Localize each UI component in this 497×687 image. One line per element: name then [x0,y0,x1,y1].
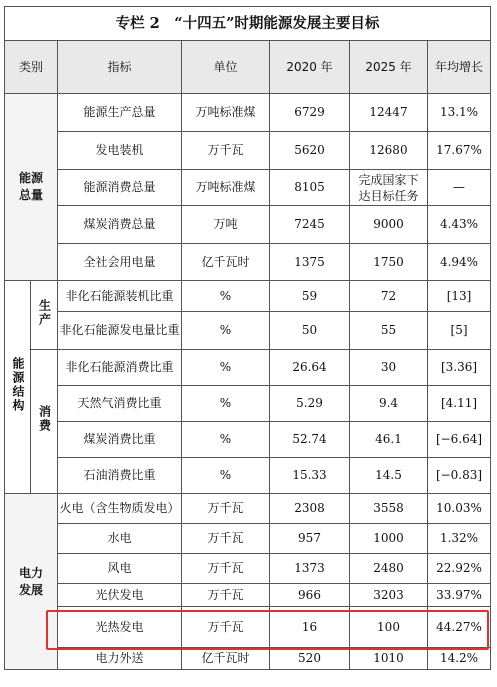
unit-cell: 万千瓦 [182,494,270,524]
growth-cell: [−0.83] [428,458,491,494]
value-2020-cell: 15.33 [270,458,350,494]
table-row [5,206,491,244]
value-2025-cell: 3203 [350,584,428,607]
subcategory-production: 生产 [31,281,58,350]
table-row [5,458,491,494]
growth-cell: 4.94% [428,244,491,281]
header-2025: 2025 年 [350,41,428,94]
value-2020-cell: 6729 [270,94,350,132]
table-row [5,494,491,524]
growth-cell: [5] [428,312,491,350]
value-2020-cell: 7245 [270,206,350,244]
value-2025-cell: 3558 [350,494,428,524]
table-row [5,648,491,670]
unit-cell: 万千瓦 [182,584,270,607]
indicator-cell: 能源消费总量 [58,170,182,206]
value-2020-cell: 520 [270,648,350,670]
growth-cell: [13] [428,281,491,312]
value-2025-cell: 2480 [350,554,428,584]
value-2025-cell: 1010 [350,648,428,670]
unit-cell: 万吨标准煤 [182,170,270,206]
growth-cell: [−6.64] [428,422,491,458]
category-energy-total: 能源总量 [5,94,58,281]
growth-cell: 1.32% [428,524,491,554]
value-2025-text: 完成国家下达目标任务 [358,172,419,203]
unit-cell: % [182,281,270,312]
header-indicator: 指标 [58,41,182,94]
growth-cell: 13.1% [428,94,491,132]
table-row [5,94,491,132]
indicator-cell: 能源生产总量 [58,94,182,132]
value-2025-cell: 9.4 [350,386,428,422]
document-page [4,6,490,681]
growth-cell: 22.92% [428,554,491,584]
value-2025-cell: 9000 [350,206,428,244]
growth-cell: 17.67% [428,132,491,170]
value-2025-cell: 14.5 [350,458,428,494]
unit-cell: 亿千瓦时 [182,244,270,281]
indicator-cell: 水电 [58,524,182,554]
value-2020-cell: 957 [270,524,350,554]
value-2020-cell: 52.74 [270,422,350,458]
indicator-cell: 天然气消费比重 [58,386,182,422]
indicator-cell: 发电装机 [58,132,182,170]
indicator-cell: 全社会用电量 [58,244,182,281]
value-2020-cell: 50 [270,312,350,350]
category-energy-structure: 能源结构 [5,281,31,494]
table-row [5,132,491,170]
table-row-highlighted [5,607,491,648]
value-2025-cell: 12680 [350,132,428,170]
growth-cell: — [428,170,491,206]
indicator-cell: 煤炭消费比重 [58,422,182,458]
unit-cell: 万千瓦 [182,132,270,170]
value-2025-cell [350,170,428,206]
energy-targets-table [4,6,491,670]
unit-cell: % [182,458,270,494]
value-2020-cell: 26.64 [270,350,350,386]
table-row [5,170,491,206]
header-2020: 2020 年 [270,41,350,94]
growth-cell: 10.03% [428,494,491,524]
growth-cell: [3.36] [428,350,491,386]
indicator-cell: 非化石能源装机比重 [58,281,182,312]
unit-cell: 亿千瓦时 [182,648,270,670]
table-row [5,244,491,281]
indicator-cell: 非化石能源发电量比重 [58,312,182,350]
indicator-cell: 光伏发电 [58,584,182,607]
value-2020-cell: 966 [270,584,350,607]
value-2020-cell: 1375 [270,244,350,281]
value-2025-cell: 100 [350,607,428,648]
indicator-cell: 风电 [58,554,182,584]
header-growth: 年均增长 [428,41,491,94]
unit-cell: % [182,312,270,350]
table-row [5,422,491,458]
table-row [5,312,491,350]
value-2020-cell: 2308 [270,494,350,524]
value-2025-cell: 46.1 [350,422,428,458]
indicator-cell: 火电（含生物质发电） [58,494,182,524]
table-row [5,281,491,312]
value-2020-cell: 5.29 [270,386,350,422]
growth-cell: 44.27% [428,607,491,648]
value-2020-cell: 16 [270,607,350,648]
header-category: 类别 [5,41,58,94]
value-2025-cell: 12447 [350,94,428,132]
indicator-cell: 石油消费比重 [58,458,182,494]
table-row [5,554,491,584]
indicator-cell: 煤炭消费总量 [58,206,182,244]
growth-cell: 14.2% [428,648,491,670]
value-2020-cell: 1373 [270,554,350,584]
table-row [5,524,491,554]
value-2025-cell: 30 [350,350,428,386]
header-row [5,41,491,94]
growth-cell: 33.97% [428,584,491,607]
table-row [5,386,491,422]
value-2025-cell: 1750 [350,244,428,281]
growth-cell: 4.43% [428,206,491,244]
indicator-cell: 光热发电 [58,607,182,648]
indicator-cell: 非化石能源消费比重 [58,350,182,386]
unit-cell: 万吨 [182,206,270,244]
unit-cell: % [182,350,270,386]
value-2025-cell: 1000 [350,524,428,554]
value-2020-cell: 8105 [270,170,350,206]
indicator-cell: 电力外送 [58,648,182,670]
header-unit: 单位 [182,41,270,94]
subcategory-consumption: 消费 [31,350,58,494]
unit-cell: 万千瓦 [182,554,270,584]
category-power-development: 电力发展 [5,494,58,670]
unit-cell: 万千瓦 [182,524,270,554]
table-row [5,350,491,386]
unit-cell: % [182,386,270,422]
growth-cell: [4.11] [428,386,491,422]
unit-cell: % [182,422,270,458]
table-title: 专栏 2 “十四五”时期能源发展主要目标 [5,7,491,41]
value-2020-cell: 5620 [270,132,350,170]
value-2025-cell: 55 [350,312,428,350]
table-row [5,584,491,607]
unit-cell: 万吨标准煤 [182,94,270,132]
value-2020-cell: 59 [270,281,350,312]
title-row [5,7,491,41]
unit-cell: 万千瓦 [182,607,270,648]
value-2025-cell: 72 [350,281,428,312]
